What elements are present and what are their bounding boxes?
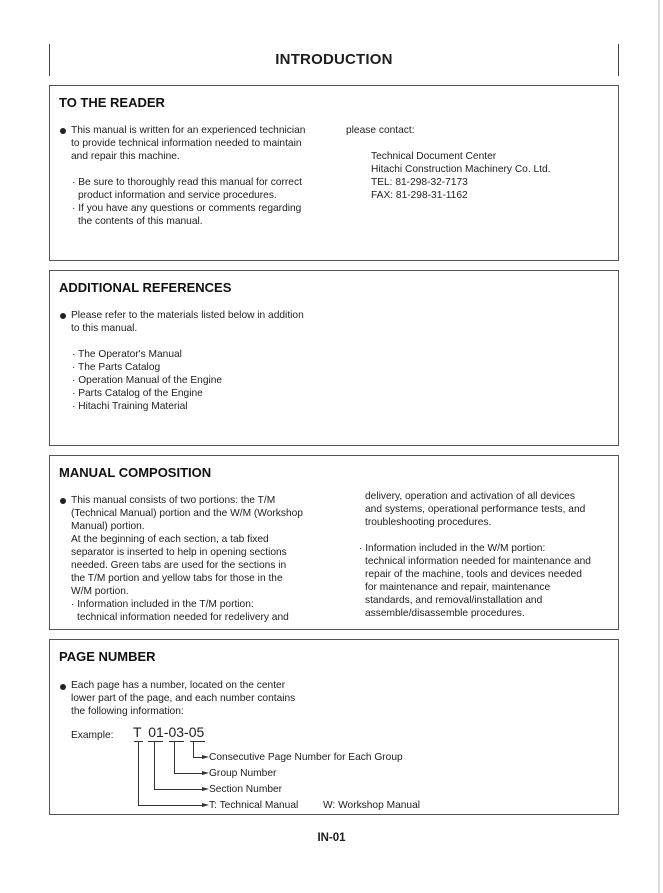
connector-section [154, 741, 155, 789]
contact-details [371, 150, 551, 202]
text-line: the following information: [71, 706, 184, 717]
bullet-icon [60, 498, 66, 504]
page-footer-number: IN-01 [317, 832, 346, 844]
text-line: · Information included in the W/M portion: [359, 543, 546, 554]
leader-section [154, 789, 203, 790]
composition-right-text-a [365, 490, 608, 529]
composition-right-text-b [359, 542, 608, 620]
reader-note-2 [72, 202, 301, 228]
arrow-icon [202, 771, 209, 775]
manual-composition-heading: MANUAL COMPOSITION [59, 465, 212, 480]
page-number-heading: PAGE NUMBER [59, 649, 156, 664]
text-line: product information and service procedures. [78, 190, 277, 201]
text-line: to provide technical information needed to maintain [71, 138, 302, 149]
references-list [72, 348, 222, 413]
page-number-bullet-text [71, 679, 323, 718]
text-line: standards, and removal/installation and [365, 595, 543, 606]
example-group-code: 03 [168, 724, 185, 740]
arrow-icon [202, 787, 209, 791]
dash: - [163, 724, 169, 740]
manual-composition-section [49, 455, 619, 630]
text-line: This manual consists of two portions: the T/M [71, 495, 276, 506]
legend-workshop-manual: W: Workshop Manual [323, 800, 421, 811]
text-line: · Information included in the T/M portion: [71, 599, 254, 610]
to-the-reader-section [49, 85, 619, 261]
underline-section [148, 741, 163, 742]
text-line: separator is inserted to help in opening sections [71, 547, 287, 558]
list-item: · Operation Manual of the Engine [72, 375, 223, 386]
composition-left-text [71, 494, 321, 624]
text-line: Each page has a number, located on the center [71, 680, 286, 691]
connector-group [174, 741, 175, 773]
arrow-icon [202, 803, 209, 807]
dash: - [184, 724, 189, 740]
text-line: needed. Green tabs are used for the sections in [71, 560, 287, 571]
legend-section-number: Section Number [209, 784, 283, 795]
text-line: W/M portion. [71, 586, 129, 597]
text-line: (Technical Manual) portion and the W/M (Workshop [71, 508, 303, 519]
text-line: and repair this machine. [71, 151, 180, 162]
text-line: for maintenance and repair, maintenance [365, 582, 551, 593]
legend-page-number: Consecutive Page Number for Each Group [209, 752, 403, 763]
text-line: technical information needed for redelivery and [77, 612, 289, 623]
underline-group [169, 741, 184, 742]
additional-references-section [49, 270, 619, 446]
bullet-icon [60, 128, 66, 134]
bullet-icon [60, 313, 66, 319]
text-line: Technical Document Center [371, 151, 497, 162]
reader-bullet-text [71, 124, 325, 163]
text-line: FAX: 81-298-31-1162 [371, 190, 468, 201]
list-item: · Hitachi Training Material [72, 401, 188, 412]
text-line: assemble/disassemble procedures. [365, 608, 525, 619]
text-line: Please refer to the materials listed below in addition [71, 310, 304, 321]
leader-group [174, 773, 203, 774]
example-section-code: 01 [148, 724, 164, 740]
bullet-icon [60, 684, 66, 690]
list-item: · The Operator's Manual [72, 349, 182, 360]
list-item: · Parts Catalog of the Engine [72, 388, 203, 399]
arrow-icon [202, 755, 209, 759]
text-line: the contents of this manual. [78, 216, 203, 227]
text-line: delivery, operation and activation of all devices [365, 491, 575, 502]
example-code [133, 724, 204, 740]
to-the-reader-heading: TO THE READER [59, 95, 165, 110]
text-line: technical information needed for maintenance and [365, 556, 591, 567]
text-line: TEL: 81-298-32-7173 [371, 177, 468, 188]
title-frame [49, 44, 619, 76]
page-title: INTRODUCTION [275, 51, 393, 68]
text-line: This manual is written for an experienced technician [71, 125, 306, 136]
page-number-section [49, 639, 619, 815]
contact-intro: please contact: [346, 125, 415, 136]
connector-t [138, 741, 139, 805]
text-line: Manual) portion. [71, 521, 145, 532]
connector-page [193, 741, 194, 757]
references-bullet-text [71, 309, 304, 335]
leader-t [138, 805, 203, 806]
legend-group-number: Group Number [209, 768, 277, 779]
additional-references-heading: ADDITIONAL REFERENCES [59, 280, 232, 295]
text-line: troubleshooting procedures. [365, 517, 492, 528]
example-label: Example: [71, 730, 114, 741]
text-line: At the beginning of each section, a tab fixed [71, 534, 269, 545]
text-line: repair of the machine, tools and devices needed [365, 569, 582, 580]
list-item: · The Parts Catalog [72, 362, 161, 373]
text-line: the T/M portion and yellow tabs for those in the [71, 573, 283, 584]
text-line: · If you have any questions or comments regarding [72, 203, 302, 214]
example-manual-code: T [133, 724, 142, 740]
reader-note-1 [72, 176, 302, 202]
example-page-code: 05 [188, 724, 205, 740]
legend-technical-manual: T: Technical Manual [209, 800, 299, 811]
text-line: and systems, operational performance tests, and [365, 504, 586, 515]
text-line: · Be sure to thoroughly read this manual for correct [72, 177, 302, 188]
text-line: to this manual. [71, 323, 138, 334]
text-line: lower part of the page, and each number contains [71, 693, 296, 704]
text-line: Hitachi Construction Machinery Co. Ltd. [371, 164, 551, 175]
